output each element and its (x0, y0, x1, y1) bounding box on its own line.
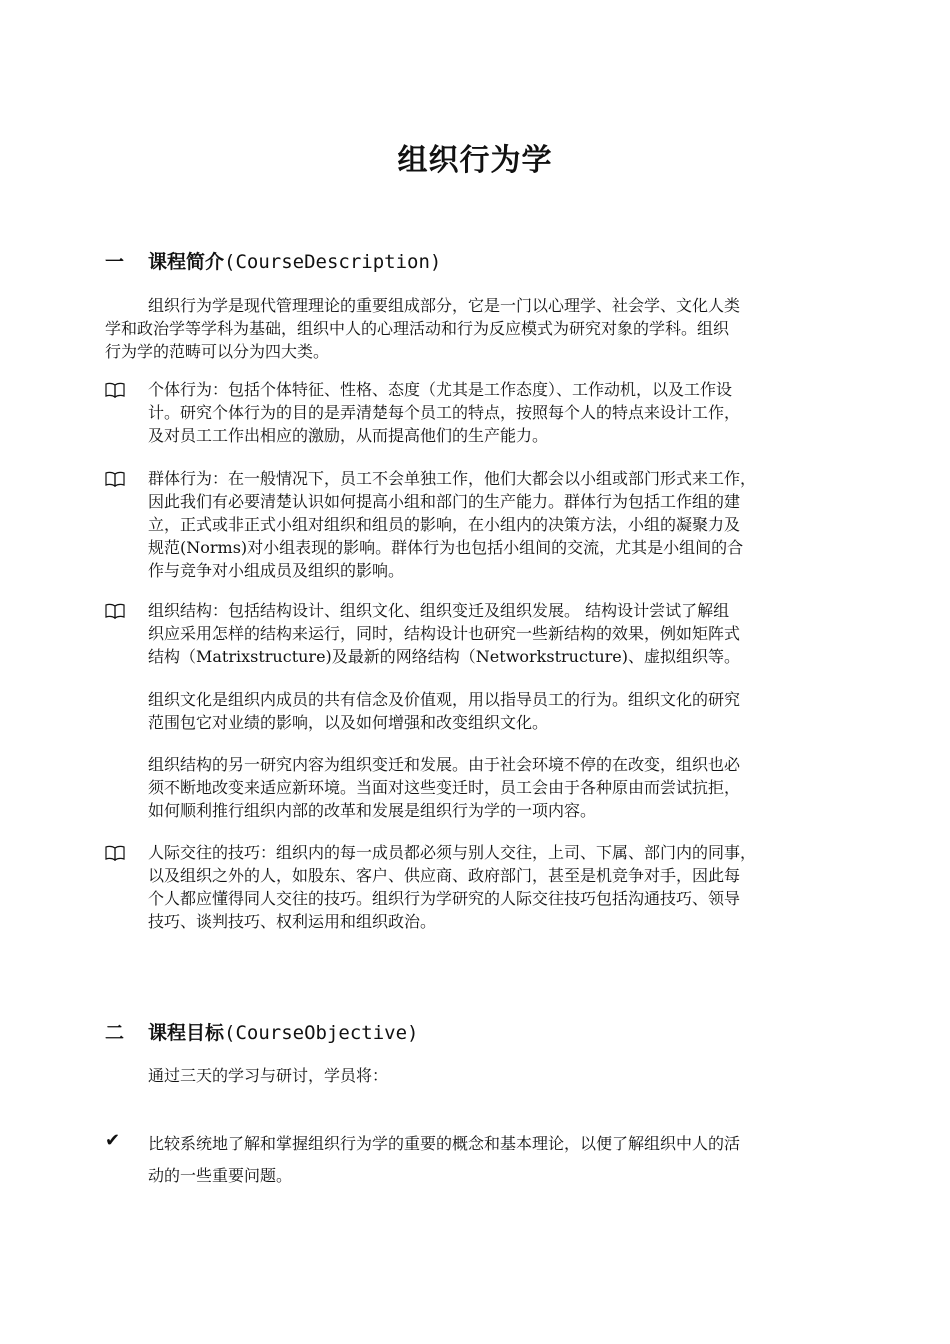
paragraph-line: 范围包它对业绩的影响，以及如何增强和改变组织文化。 (148, 713, 549, 732)
book-icon (105, 382, 125, 398)
intro-line: 学和政治学等学科为基础，组织中人的心理活动和行为反应模式为研究对象的学科。组织 (105, 319, 730, 338)
bullet-text (148, 841, 756, 933)
bullet-line: 结构（Matrixstructure)及最新的网络结构（Networkstructure)、虚拟组织等。 (148, 647, 741, 666)
section-title-en: (CourseDescription) (224, 251, 442, 273)
paragraph-line: 组织文化是组织内成员的共有信念及价值观，用以指导员工的行为。组织文化的研究 (148, 690, 741, 709)
document-title: 组织行为学 (397, 143, 553, 178)
intro-line: 行为学的范畴可以分为四大类。 (105, 342, 330, 361)
intro-paragraph (105, 294, 740, 363)
bullet-line: 以及组织之外的人，如股东、客户、供应商、政府部门，甚至是机竞争对手，因此每 (148, 866, 741, 885)
bullet-text (148, 378, 740, 447)
section-heading-course-description (105, 247, 441, 274)
bullet-line: 立，正式或非正式小组对组织和组员的影响，在小组内的决策方法，小组的凝聚力及 (148, 515, 741, 534)
org-culture-paragraph (148, 688, 740, 734)
section-number: 一 (105, 251, 125, 273)
book-icon (105, 845, 125, 861)
section-title-en: (CourseObjective) (224, 1022, 419, 1044)
paragraph-line: 通过三天的学习与研讨，学员将： (148, 1066, 389, 1085)
bullet-line: 人际交往的技巧：组织内的每一成员都必须与别人交往，上司、下属、部门内的同事， (148, 843, 757, 862)
bullet-line: 计。研究个体行为的目的是弄清楚每个员工的特点，按照每个人的特点来设计工作， (148, 403, 741, 422)
book-icon (105, 471, 125, 487)
bullet-line: 组织结构：包括结构设计、组织文化、组织变迁及组织发展。 结构设计尝试了解组 (148, 601, 730, 620)
bullet-text (148, 599, 740, 668)
bullet-line: 及对员工工作出相应的激励，从而提高他们的生产能力。 (148, 426, 549, 445)
bullet-line: 技巧、谈判技巧、权利运用和组织政治。 (148, 912, 437, 931)
org-change-paragraph (148, 753, 740, 822)
section-number: 二 (105, 1022, 125, 1044)
paragraph-line: 如何顺利推行组织内部的改革和发展是组织行为学的一项内容。 (148, 801, 597, 820)
objective-text (148, 1128, 740, 1192)
objective-line: 比较系统地了解和掌握组织行为学的重要的概念和基本理论，以便了解组织中人的活 (148, 1134, 741, 1153)
bullet-line: 个人都应懂得同人交往的技巧。组织行为学研究的人际交往技巧包括沟通技巧、领导 (148, 889, 741, 908)
section-title-zh: 课程简介 (148, 251, 225, 273)
intro-line: 组织行为学是现代管理理论的重要组成部分，它是一门以心理学、社会学、文化人类 (148, 296, 741, 315)
bullet-line: 因此我们有必要清楚认识如何提高小组和部门的生产能力。群体行为包括工作组的建 (148, 492, 741, 511)
bullet-line: 作与竞争对小组成员及组织的影响。 (148, 561, 405, 580)
bullet-line: 织应采用怎样的结构来运行，同时，结构设计也研究一些新结构的效果，例如矩阵式 (148, 624, 741, 643)
bullet-text (148, 467, 756, 582)
book-icon (105, 603, 125, 619)
bullet-line: 规范(Norms)对小组表现的影响。群体行为也包括小组间的交流，尤其是小组间的合 (148, 538, 744, 557)
bullet-line: 群体行为：在一般情况下，员工不会单独工作，他们大都会以小组或部门形式来工作， (148, 469, 757, 488)
checkmark-icon: ✔ (105, 1130, 121, 1151)
objective-line: 动的一些重要问题。 (148, 1166, 293, 1185)
bullet-line: 个体行为：包括个体特征、性格、态度（尤其是工作态度）、工作动机，以及工作设 (148, 380, 733, 399)
paragraph-line: 须不断地改变来适应新环境。当面对这些变迁时，员工会由于各种原由而尝试抗拒， (148, 778, 741, 797)
paragraph-line: 组织结构的另一研究内容为组织变迁和发展。由于社会环境不停的在改变，组织也必 (148, 755, 741, 774)
objective-intro (148, 1064, 388, 1087)
section-heading-course-objective (105, 1018, 418, 1045)
section-title-zh: 课程目标 (148, 1022, 225, 1044)
